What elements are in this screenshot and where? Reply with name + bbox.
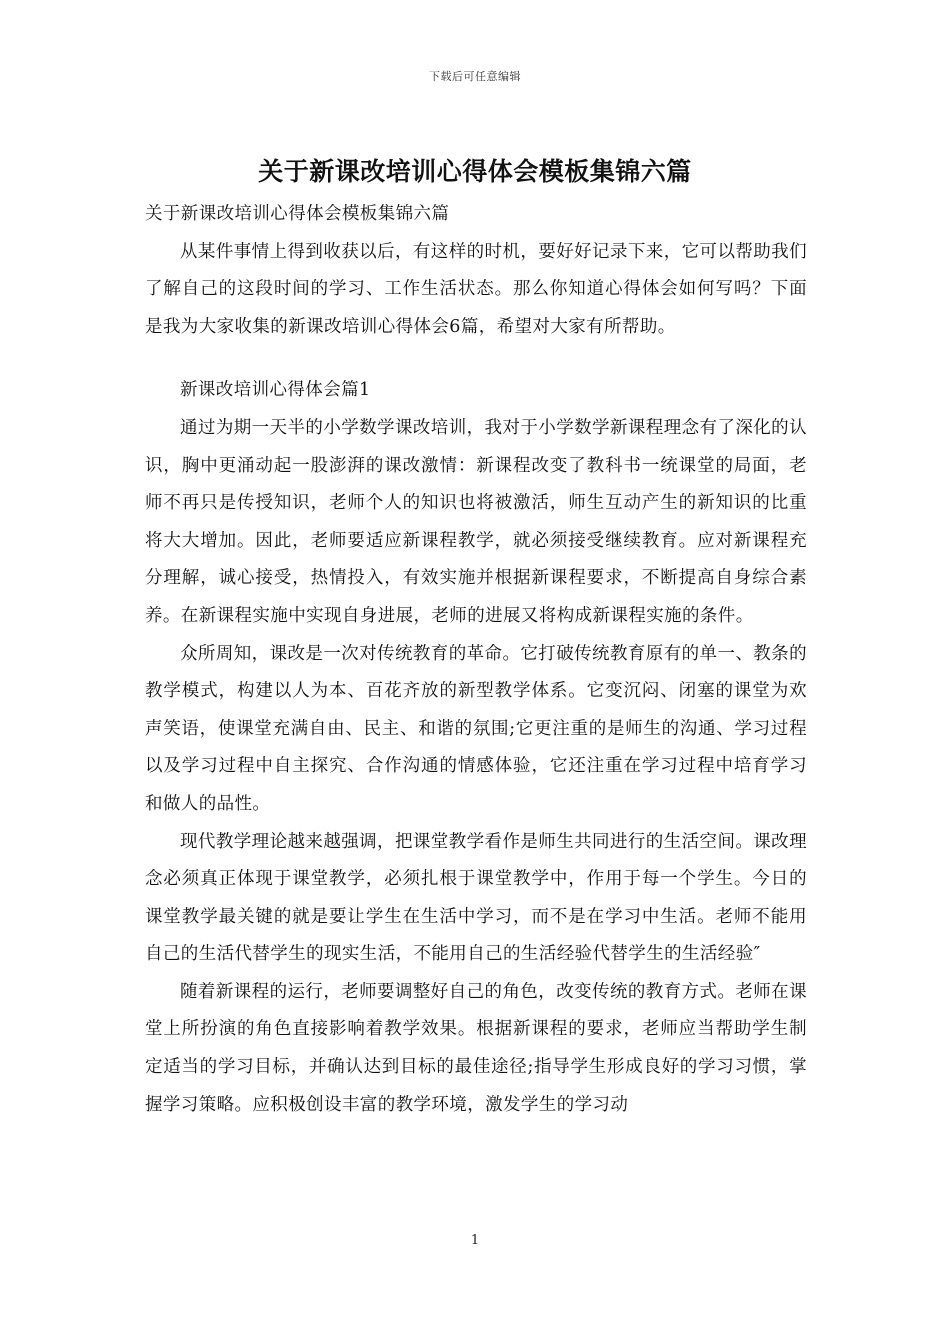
section-heading: 新课改培训心得体会篇1: [180, 380, 371, 401]
body-paragraph: 通过为期一天半的小学数学课改培训，我对于小学数学新课程理念有了深化的认识，胸中更涌动起一股澎湃的课改激情：新课程改变了教科书一统课堂的局面，老师不再只是传授知识，老师个人的知识也将被激活，师生互动产生的新知识的比重将大大增加。因此，老师要适应新课程教学，就必须接受继续教育。应对新课程充分理解，诚心接受，热情投入，有效实施并根据新课程要求，不断提高自身综合素养。在新课程实施中实现自身进展，老师的进展又将构成新课程实施的条件。: [145, 417, 807, 626]
body-paragraph: 现代教学理论越来越强调，把课堂教学看作是师生共同进行的生活空间。课改理念必须真正体现于课堂教学，必须扎根于课堂教学中，作用于每一个学生。今日的课堂教学最关键的就是要让学生在生活中学习，而不是在学习中生活。老师不能用自己的生活代替学生的现实生活，不能用自己的生活经验代替学生的生活经验″: [145, 831, 807, 965]
document-subtitle: 关于新课改培训心得体会模板集锦六篇: [145, 204, 450, 224]
document-body: [145, 196, 807, 1124]
body-paragraph: 随着新课程的运行，老师要调整好自己的角色，改变传统的教育方式。老师在课堂上所扮演的角色直接影响着教学效果。根据新课程的要求，老师应当帮助学生制定适当的学习目标，并确认达到目标的最佳途径;指导学生形成良好的学习习惯，掌握学习策略。应积极创设丰富的教学环境，激发学生的学习动: [145, 981, 807, 1115]
body-paragraph: 众所周知，课改是一次对传统教育的革命。它打破传统教育原有的单一、教条的教学模式，构建以人为本、百花齐放的新型教学体系。它变沉闷、闭塞的课堂为欢声笑语，使课堂充满自由、民主、和谐的氛围;它更注重的是师生的沟通、学习过程以及学习过程中自主探究、合作沟通的情感体验，它还注重在学习过程中培育学习和做人的品性。: [145, 643, 807, 814]
header-note: 下载后可任意编辑: [429, 70, 521, 83]
page-number: 1: [470, 1233, 480, 1248]
intro-paragraph: 从某件事情上得到收获以后，有这样的时机，要好好记录下来，它可以帮助我们了解自己的这段时间的学习、工作生活状态。那么你知道心得体会如何写吗？下面是我为大家收集的新课改培训心得体会6篇，希望对大家有所帮助。: [145, 241, 807, 337]
document-title: 关于新课改培训心得体会模板集锦六篇: [258, 157, 692, 186]
